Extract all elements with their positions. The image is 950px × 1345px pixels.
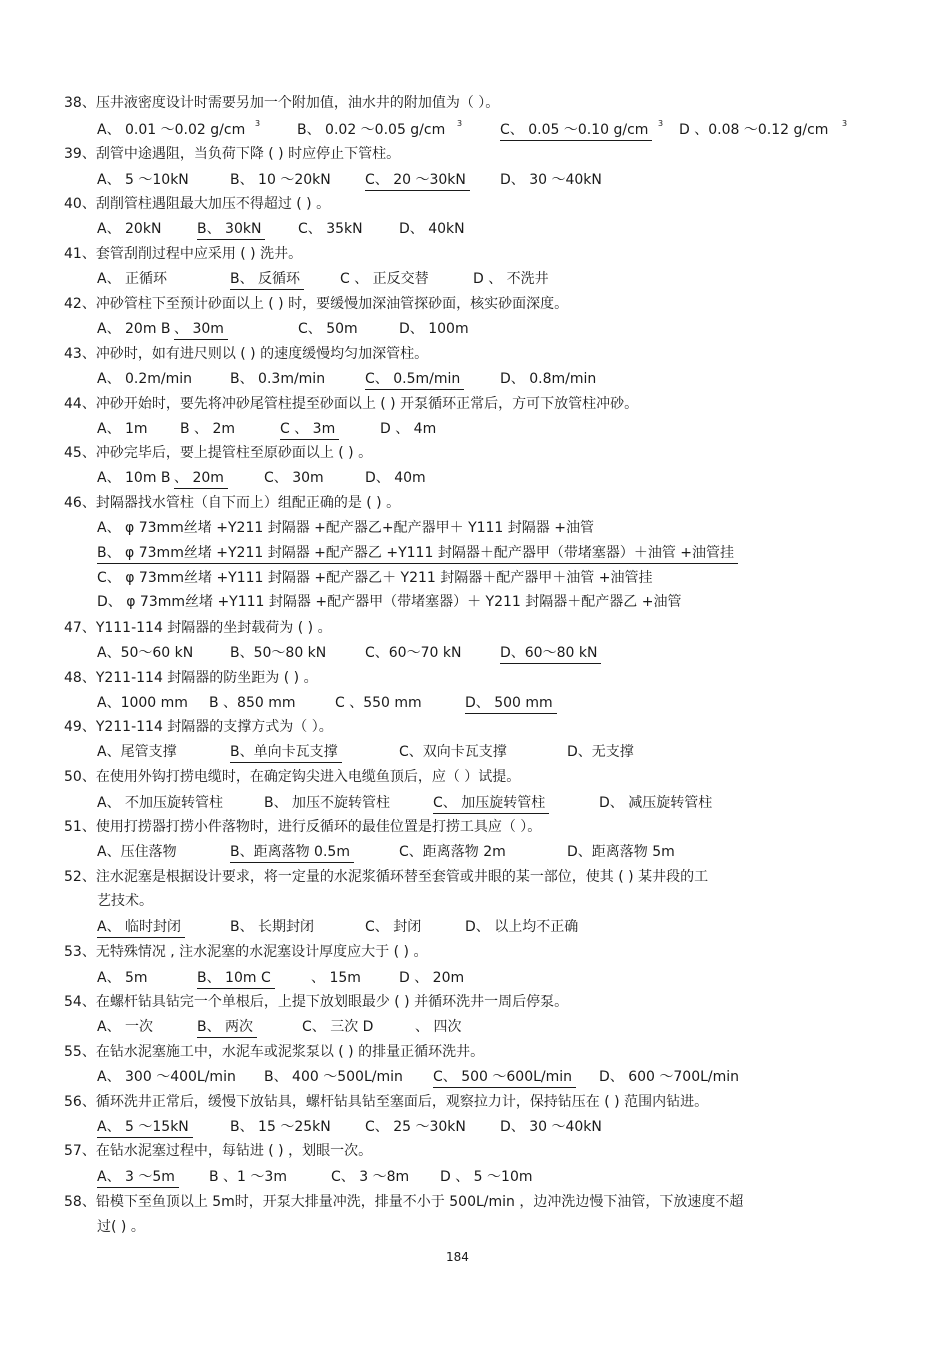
- question-39: 39、刮管中途遇阻，当负荷下降 ( ) 时应停止下管柱。: [64, 146, 401, 162]
- option-c: C、 封闭: [365, 919, 422, 935]
- option-46-d: D、 φ 73mm丝堵 +Y111 封隔器 +配产器甲（带堵塞器）＋ Y211 封隔器＋配产器乙 +油管: [97, 594, 682, 610]
- option-d: D、 30 ～40kN: [500, 1119, 602, 1135]
- option-46-a: A、 φ 73mm丝堵 +Y211 封隔器 +配产器乙+配产器甲＋ Y111 封隔器 +油管: [97, 520, 594, 536]
- option-b-answer: B、 φ 73mm丝堵 +Y211 封隔器 +配产器乙 +Y111 封隔器＋配产器甲（带堵塞器）＋油管 +油管挂: [97, 543, 738, 564]
- option-d: D 、 5 ～10m: [440, 1169, 533, 1185]
- option-d: D、 100m: [399, 321, 469, 337]
- option-b-answer: B、距离落物 0.5m: [230, 842, 354, 863]
- superscript: 3: [255, 119, 261, 128]
- option-a: A、 正循环: [97, 271, 168, 287]
- question-58: 58、铅模下至鱼顶以上 5m时，开泵大排量冲洗，排量不小于 500L/min ，边冲洗边慢下油管，下放速度不超: [64, 1194, 744, 1210]
- option-d: D、 30 ～40kN: [500, 172, 602, 188]
- option-a: A、 10m B: [97, 470, 171, 486]
- option-d: D、 600 ～700L/min: [599, 1069, 740, 1085]
- option-c-answer: C 、 3m: [280, 419, 339, 440]
- superscript: 3: [457, 119, 463, 128]
- option-a: A、 1m: [97, 421, 148, 437]
- option-a: A、 20m B: [97, 321, 171, 337]
- option-d: D、 减压旋转管柱: [599, 795, 713, 811]
- option-c-answer: C、 0.05 ～0.10 g/cm: [500, 120, 652, 141]
- question-51: 51、使用打捞器打捞小件落物时，进行反循环的最佳位置是打捞工具应（ ）。: [64, 819, 542, 835]
- option-d-answer: D、 500 mm: [465, 693, 557, 714]
- option-b: B、 0.02 ～0.05 g/cm: [297, 122, 446, 138]
- option-a: A、尾管支撑: [97, 744, 177, 760]
- option-b: B、50～80 kN: [230, 645, 327, 661]
- question-44: 44、冲砂开始时，要先将冲砂尾管柱提至砂面以上 ( ) 开泵循环正常后，方可下放管柱冲砂。: [64, 396, 639, 412]
- option-d: D 、 4m: [380, 421, 437, 437]
- option-a: A、压住落物: [97, 844, 177, 860]
- option-b: B、 15 ～25kN: [230, 1119, 331, 1135]
- option-d-answer: D、60～80 kN: [500, 643, 601, 664]
- option-c: C 、550 mm: [335, 695, 422, 711]
- option-c: C 、 正反交替: [340, 271, 429, 287]
- option-d: D、距离落物 5m: [567, 844, 675, 860]
- question-45: 45、冲砂完毕后，要上提管柱至原砂面以上 ( ) 。: [64, 445, 373, 461]
- question-54: 54、在螺杆钻具钻完一个单根后，上提下放划眼最少 ( ) 并循环洗井一周后停泵。: [64, 994, 569, 1010]
- option-c-answer: C、 0.5m/min: [365, 369, 464, 390]
- option-b: B 、 2m: [180, 421, 236, 437]
- option-a: A、50～60 kN: [97, 645, 194, 661]
- option-c: C、 30m: [264, 470, 324, 486]
- option-d: D、 以上均不正确: [465, 919, 579, 935]
- option-b-answer: B、单向卡瓦支撑: [230, 742, 342, 763]
- question-42: 42、冲砂管柱下至预计砂面以上 ( ) 时，要缓慢加深油管探砂面，核实砂面深度。: [64, 296, 569, 312]
- option-b: B、 10 ～20kN: [230, 172, 331, 188]
- option-a: A、1000 mm: [97, 695, 188, 711]
- option-d: D、 40kN: [399, 221, 465, 237]
- option-a: A、 5 ～10kN: [97, 172, 189, 188]
- superscript: 3: [842, 119, 848, 128]
- option-a-answer: A、 3 ～5m: [97, 1167, 179, 1188]
- question-56: 56、循环洗井正常后，缓慢下放钻具，螺杆钻具钻至塞面后，观察拉力计，保持钻压在 ( ) 范围内钻进。: [64, 1094, 709, 1110]
- option-c: C、距离落物 2m: [399, 844, 506, 860]
- option-a: A、 0.2m/min: [97, 371, 193, 387]
- option-c: C、 三次 D: [302, 1019, 374, 1035]
- question-47: 47、Y111-114 封隔器的坐封载荷为 ( ) 。: [64, 620, 332, 636]
- option-b-answer: B、 30kN: [197, 219, 265, 240]
- option-c: 、 15m: [311, 970, 361, 986]
- option-b-answer: 、 30m: [174, 319, 228, 340]
- question-57: 57、在钻水泥塞过程中，每钻进 ( ) ，划眼一次。: [64, 1143, 373, 1159]
- option-c: C、 50m: [298, 321, 358, 337]
- option-b: B、 加压不旋转管柱: [264, 795, 391, 811]
- question-43: 43、冲砂时，如有进尺则以 ( ) 的速度缓慢均匀加深管柱。: [64, 346, 429, 362]
- option-b-answer: 、 20m: [174, 468, 228, 489]
- option-b: B、 0.3m/min: [230, 371, 326, 387]
- option-c: C、 3 ～8m: [331, 1169, 410, 1185]
- option-a-answer: A、 5 ～15kN: [97, 1117, 193, 1138]
- option-d: D、 0.8m/min: [500, 371, 597, 387]
- option-c-answer: C、 20 ～30kN: [365, 170, 470, 191]
- option-c-answer: C、 加压旋转管柱: [433, 793, 549, 814]
- option-c: C、双向卡瓦支撑: [399, 744, 507, 760]
- question-49: 49、Y211-114 封隔器的支撑方式为（ ）。: [64, 719, 333, 735]
- option-a: A、 0.01 ～0.02 g/cm: [97, 122, 246, 138]
- question-58-cont: 过( ) 。: [97, 1219, 145, 1235]
- question-40: 40、刮削管柱遇阻最大加压不得超过 ( ) 。: [64, 196, 331, 212]
- option-d: D 、 不洗井: [473, 271, 549, 287]
- option-b: B、 长期封闭: [230, 919, 315, 935]
- question-53: 53、无特殊情况 , 注水泥塞的水泥塞设计厚度应大于 ( ) 。: [64, 944, 428, 960]
- question-38: 38、压井液密度设计时需要另加一个附加值，油水井的附加值为（ ）。: [64, 95, 500, 111]
- option-d: D、无支撑: [567, 744, 634, 760]
- question-48: 48、Y211-114 封隔器的防坐距为 ( ) 。: [64, 670, 318, 686]
- page-number: 184: [446, 1250, 469, 1264]
- superscript: 3: [658, 119, 664, 128]
- question-41: 41、套管刮削过程中应采用 ( ) 洗井。: [64, 246, 303, 262]
- option-c: C、 25 ～30kN: [365, 1119, 466, 1135]
- option-d: D 、 20m: [399, 970, 465, 986]
- option-b-answer: B、 10m C: [197, 968, 275, 989]
- option-a: A、 一次: [97, 1019, 154, 1035]
- option-b: B、 400 ～500L/min: [264, 1069, 403, 1085]
- option-c: C、 35kN: [298, 221, 363, 237]
- option-c-answer: C、 500 ～600L/min: [433, 1067, 576, 1088]
- question-52: 52、注水泥塞是根据设计要求，将一定量的水泥浆循环替至套管或井眼的某一部位，使其 ( ) 某井段的工: [64, 869, 709, 885]
- option-a: A、 20kN: [97, 221, 162, 237]
- option-b-answer: B、 反循环: [230, 269, 304, 290]
- option-46-c: C、 φ 73mm丝堵 +Y111 封隔器 +配产器乙＋ Y211 封隔器＋配产器甲＋油管 +油管挂: [97, 570, 653, 586]
- question-55: 55、在钻水泥塞施工中，水泥车或泥浆泵以 ( ) 的排量正循环洗井。: [64, 1044, 485, 1060]
- option-a: A、 300 ～400L/min: [97, 1069, 236, 1085]
- option-a: A、 不加压旋转管柱: [97, 795, 224, 811]
- option-d: 、 四次: [415, 1019, 462, 1035]
- option-b: B 、1 ～3m: [209, 1169, 287, 1185]
- option-a-answer: A、 临时封闭: [97, 917, 185, 938]
- option-d: D、 40m: [365, 470, 426, 486]
- question-50: 50、在使用外钩打捞电缆时，在确定钩尖进入电缆鱼顶后，应（ ）试提。: [64, 769, 521, 785]
- question-46: 46、封隔器找水管柱（自下而上）组配正确的是 ( ) 。: [64, 495, 401, 511]
- option-d: D 、0.08 ～0.12 g/cm: [679, 122, 829, 138]
- option-a: A、 5m: [97, 970, 148, 986]
- question-52-cont: 艺技术。: [97, 893, 153, 909]
- option-c: C、60～70 kN: [365, 645, 462, 661]
- option-b: B 、850 mm: [209, 695, 296, 711]
- option-b-answer: B、 两次: [197, 1017, 257, 1038]
